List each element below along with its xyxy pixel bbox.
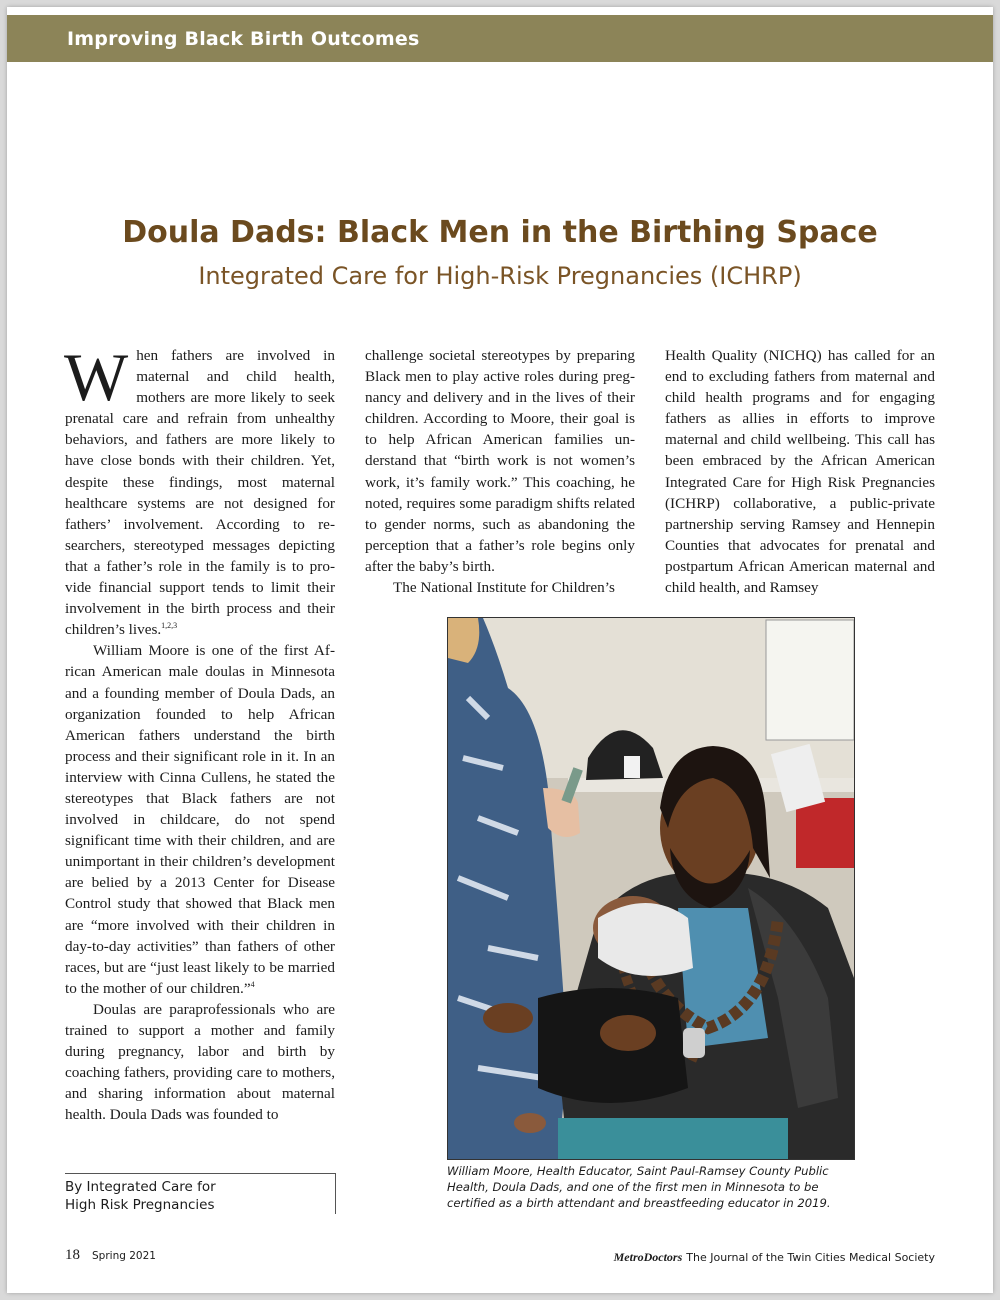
publication-name: MetroDoctors	[613, 1250, 683, 1264]
article-title: Doula Dads: Black Men in the Birthing Space	[122, 215, 878, 250]
photo-illustration	[448, 618, 854, 1159]
text-column-3	[665, 345, 935, 598]
paragraph: The National Institute for Children’s	[393, 579, 615, 597]
journal-name: The Journal of the Twin Cities Medical Society	[686, 1251, 935, 1264]
footer-right	[614, 1250, 935, 1265]
photo-caption: William Moore, Health Educator, Saint Paul-Ramsey County Public Health, Doula Dads, and one of the first men in Minnesota to be certified as a birth attendant and breastfeeding educator in 2019.	[447, 1164, 831, 1210]
section-title: Improving Black Birth Outcomes	[67, 28, 420, 50]
paragraph: Doulas are paraprofessionals who are trained to support a mother and family during pregnancy, labor and birth by coaching fathers, providing care to mothers, and sharing information about maternal health. Doula Dads was founded to	[65, 1000, 335, 1124]
paragraph-text: hen fathers are involved in maternal and child health, mothers are more likely to seek prenatal care and refrain from unhealthy behaviors, and fathers are more likely to have close bonds with their children. Yet, despite these findings, most maternal healthcare systems are not designed for fathers’ involvement. According to researchers, stereotyped messages depicting that a father’s role in the family is to provide financial support tends to limit their involvement in the birth process and their children’s lives.	[65, 347, 335, 639]
paragraph-text: William Moore is one of the first African American male doulas in Minnesota and a founding member of Doula Dads, an organization founded to help African American fathers understand the birth process and their significant role in it. In an interview with Cinna Cullens, he stated the stereotypes that Black fathers are not involved in childcare, do not spend significant time with their children, and are unimportant in their children’s development are belied by a 2013 Center for Disease Control study that showed that Black men are “more involved with their children in day-to-day activities” than fathers of other races, but are “just least likely to be married to the mother of our children.”	[65, 642, 335, 997]
paragraph	[64, 339, 335, 640]
footer-left	[65, 1247, 156, 1264]
magazine-page	[7, 7, 993, 1293]
issue-season: Spring 2021	[92, 1250, 156, 1262]
text-column-1	[64, 339, 335, 1125]
byline-text: By Integrated Care for High Risk Pregnancies	[65, 1179, 216, 1213]
section-banner	[7, 15, 993, 62]
paragraph: Health Quality (NICHQ) has called for an end to excluding fathers from maternal and child health programs and for engaging fathers as allies in efforts to improve maternal and child wellbeing. This call has been embraced by the African American Integrated Care for High Risk Pregnancies (ICHRP) collaborative, a public-private partnership serving Ramsey and Hennepin Counties that advocates for prenatal and postpartum African American maternal and child health, and Ramsey	[665, 347, 935, 597]
paragraph	[65, 640, 335, 999]
byline	[65, 1173, 336, 1214]
page-number: 18	[65, 1247, 80, 1263]
drop-cap: W	[64, 339, 129, 415]
reference-marker: 1,2,3	[161, 621, 178, 631]
paragraph: challenge societal stereotypes by preparing Black men to play active roles during pregnancy and delivery and in the lives of their children. According to Moore, their goal is to help African American families understand that “birth work is not women’s work, it’s family work.” This coaching, he noted, requires some paradigm shifts related to gender norms, such as abandoning the perception that a father’s role begins only after the baby’s birth.	[365, 347, 635, 575]
reference-marker: 4	[250, 979, 255, 989]
article-photo	[447, 617, 855, 1160]
article-subtitle: Integrated Care for High-Risk Pregnancies (ICHRP)	[198, 262, 802, 290]
text-column-2	[365, 345, 635, 598]
